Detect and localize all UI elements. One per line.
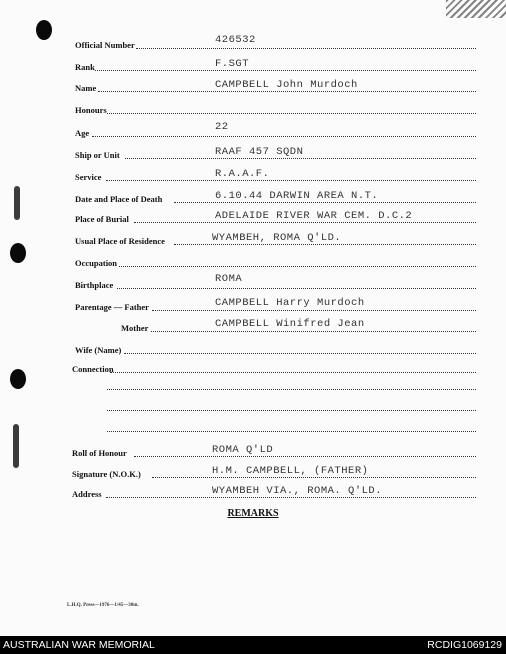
field-rule bbox=[124, 353, 476, 354]
field-label: Roll of Honour bbox=[72, 448, 127, 458]
field-label: Service bbox=[75, 172, 102, 182]
field-value: 426532 bbox=[215, 34, 256, 46]
printer-imprint: L.H.Q. Press—1976—1/45—30m. bbox=[67, 603, 139, 608]
field-label: Occupation bbox=[75, 258, 118, 268]
field-value: CAMPBELL Winifred Jean bbox=[215, 318, 365, 330]
connection-rule bbox=[107, 389, 476, 390]
field-value: CAMPBELL John Murdoch bbox=[215, 79, 358, 91]
field-label: Signature (N.O.K.) bbox=[72, 469, 141, 479]
field-label: Address bbox=[72, 489, 102, 499]
field-connection bbox=[0, 358, 506, 376]
field-usual-residence bbox=[0, 230, 506, 248]
corner-scan-mark bbox=[446, 0, 506, 18]
field-value: ADELAIDE RIVER WAR CEM. D.C.2 bbox=[215, 210, 413, 222]
field-rule bbox=[110, 372, 476, 373]
field-rank bbox=[0, 56, 506, 74]
field-birthplace bbox=[0, 274, 506, 292]
field-label: Usual Place of Residence bbox=[75, 236, 165, 246]
field-value: CAMPBELL Harry Murdoch bbox=[215, 297, 365, 309]
field-label: Parentage — Father bbox=[75, 302, 149, 312]
footer-institution: AUSTRALIAN WAR MEMORIAL bbox=[3, 639, 155, 651]
field-label: Date and Place of Death bbox=[75, 194, 163, 204]
field-occupation bbox=[0, 252, 506, 270]
field-label: Honours bbox=[75, 105, 107, 115]
field-value: 22 bbox=[215, 121, 229, 133]
field-name bbox=[0, 77, 506, 95]
field-value: H.M. CAMPBELL, (FATHER) bbox=[212, 465, 369, 477]
field-rule bbox=[136, 48, 476, 49]
field-label: Birthplace bbox=[75, 280, 114, 290]
field-age bbox=[0, 122, 506, 140]
field-place-of-burial bbox=[0, 208, 506, 226]
field-rule bbox=[152, 310, 476, 311]
field-roll-of-honour bbox=[0, 442, 506, 460]
field-label: Official Number bbox=[75, 40, 135, 50]
field-label: Wife (Name) bbox=[75, 345, 122, 355]
field-rule bbox=[117, 288, 476, 289]
connection-rule bbox=[107, 410, 476, 411]
field-rule bbox=[95, 70, 476, 71]
field-value: ROMA bbox=[215, 273, 243, 285]
field-rule bbox=[92, 136, 476, 137]
field-parentage-father bbox=[0, 296, 506, 314]
field-rule bbox=[98, 91, 476, 92]
footer-record-id: RCDIG1069129 bbox=[427, 639, 502, 651]
field-rule bbox=[106, 180, 476, 181]
field-rule bbox=[125, 158, 476, 159]
archive-footer bbox=[0, 636, 506, 654]
field-label: Connection bbox=[72, 364, 114, 374]
field-rule bbox=[134, 222, 476, 223]
field-label: Rank bbox=[75, 62, 95, 72]
field-rule bbox=[119, 266, 476, 267]
field-rule bbox=[152, 477, 476, 478]
field-value: WYAMBEH, ROMA Q'LD. bbox=[212, 232, 342, 244]
field-rule bbox=[106, 497, 476, 498]
field-date-place-of-death bbox=[0, 188, 506, 206]
field-rule bbox=[107, 113, 476, 114]
field-value: RAAF 457 SQDN bbox=[215, 146, 304, 158]
field-parentage-mother bbox=[0, 317, 506, 335]
field-address bbox=[0, 483, 506, 501]
field-value: WYAMBEH VIA., ROMA. Q'LD. bbox=[212, 485, 383, 497]
field-label: Mother bbox=[121, 323, 149, 333]
field-value: F.SGT bbox=[215, 58, 250, 70]
field-honours bbox=[0, 99, 506, 117]
field-rule bbox=[151, 331, 476, 332]
field-label: Name bbox=[75, 83, 97, 93]
field-label: Ship or Unit bbox=[75, 150, 120, 160]
field-value: 6.10.44 DARWIN AREA N.T. bbox=[215, 190, 379, 202]
field-rule bbox=[174, 202, 476, 203]
field-rule bbox=[174, 244, 476, 245]
field-ship-or-unit bbox=[0, 144, 506, 162]
remarks-heading: REMARKS bbox=[227, 508, 279, 519]
field-official-number bbox=[0, 34, 506, 52]
connection-rule bbox=[107, 431, 476, 432]
field-signature-nok bbox=[0, 463, 506, 481]
field-rule bbox=[134, 456, 476, 457]
field-label: Age bbox=[75, 128, 90, 138]
field-wife bbox=[0, 339, 506, 357]
field-service bbox=[0, 166, 506, 184]
field-value: R.A.A.F. bbox=[215, 168, 270, 180]
field-value: ROMA Q'LD bbox=[212, 444, 274, 456]
field-label: Place of Burial bbox=[75, 214, 129, 224]
